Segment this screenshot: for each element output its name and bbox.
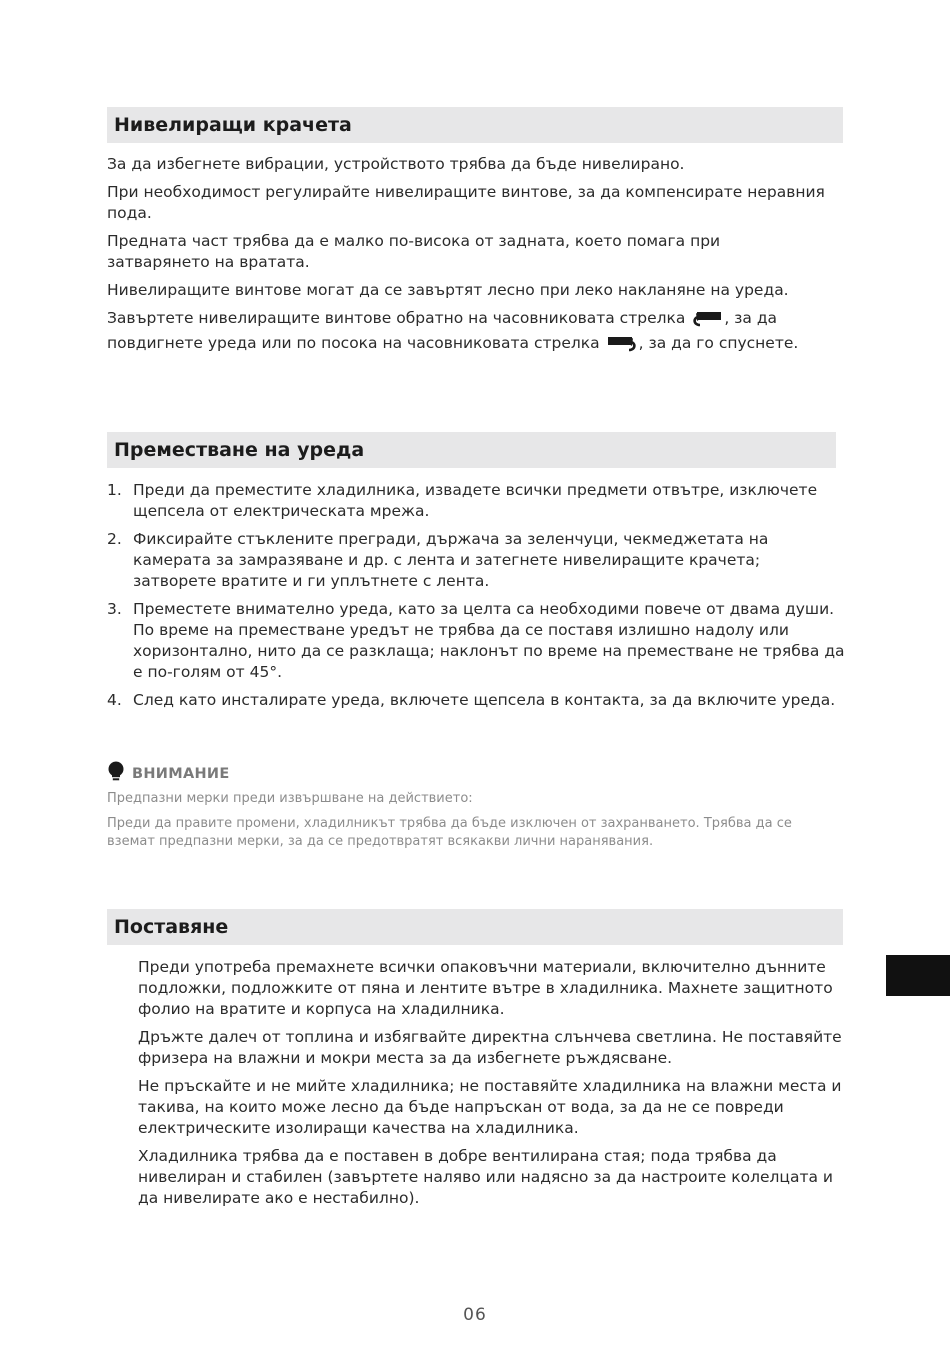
list-item bbox=[107, 599, 847, 683]
paragraph: Дръжте далеч от топлина и избягвайте директна слънчева светлина. Не поставяйте фризера на влажни и мокри места за да избегнете ръждясване. bbox=[138, 1028, 842, 1067]
rotate-text-3: , за да го спуснете. bbox=[638, 334, 799, 352]
step-text: Фиксирайте стъклените прегради, държача за зеленчуци, чекмеджетата на камерата за замразяване и др. с лента и затегнете нивелиращите крачета; затворете вратите и ги уплътнете с лента. bbox=[133, 530, 769, 590]
placement-text bbox=[138, 957, 848, 1216]
step-text: Преди да преместите хладилника, извадете всички предмети отвътре, изключете щепсела от електрическата мрежа. bbox=[133, 481, 818, 520]
paragraph: За да избегнете вибрации, устройството трябва да бъде нивелирано. bbox=[107, 155, 685, 173]
paragraph: Преди употреба премахнете всички опаковъчни материали, включително дънните подложки, подложките от пяна и лентите вътре в хладилника. Махнете защитното фолио на вратите и корпуса на хладилника. bbox=[138, 958, 833, 1018]
section-title-moving: Преместване на уреда bbox=[107, 432, 836, 468]
warning-title: ВНИМАНИЕ bbox=[132, 766, 230, 782]
step-text: Преместете внимателно уреда, като за целта са необходими повече от двама души. По време на преместване уредът не трябва да се поставя излишно надолу или хоризонтално, нито да се разклаща; наклонът по време на преместване не трябва да е по-голям от 45°. bbox=[133, 600, 845, 681]
leveling-text bbox=[107, 154, 827, 365]
list-item bbox=[107, 480, 847, 522]
step-text: След като инсталирате уреда, включете щепсела в контакта, за да включите уреда. bbox=[133, 691, 836, 709]
paragraph: Хладилника трябва да е поставен в добре вентилирана стая; пода трябва да нивелиран и стабилен (завъртете наляво или надясно за да настроите колелцата и да нивелирате ако е нестабилно). bbox=[138, 1147, 833, 1207]
section-title-placement: Поставяне bbox=[107, 909, 843, 945]
lightbulb-icon bbox=[107, 761, 125, 785]
counterclockwise-arrow-icon bbox=[691, 311, 723, 333]
paragraph: Не пръскайте и не мийте хладилника; не поставяйте хладилника на влажни места и такива, на които може лесно да бъде напръскан от вода, за да не се повреди електрическите изолиращи качества на хладилника. bbox=[138, 1077, 842, 1137]
page-number: 06 bbox=[463, 1305, 487, 1325]
step-number: 3. bbox=[107, 600, 122, 618]
list-item bbox=[107, 529, 847, 592]
rotate-text-1: Завъртете нивелиращите винтове обратно на часовниковата стрелка bbox=[107, 309, 686, 327]
warning-details: Преди да правите промени, хладилникът трябва да бъде изключен от захранването. Трябва да се вземат предпазни мерки, за да се предотвратят всякакви лични наранявания. bbox=[107, 816, 792, 849]
step-number: 1. bbox=[107, 481, 122, 499]
warning-heading bbox=[107, 761, 230, 785]
clockwise-arrow-icon bbox=[606, 336, 638, 358]
moving-steps-list bbox=[107, 480, 847, 718]
warning-precautions: Предпазни мерки преди извършване на действието: bbox=[107, 791, 473, 806]
list-item bbox=[107, 690, 847, 711]
rotate-instruction bbox=[107, 308, 827, 358]
rotate-text-2: , за да повдигнете уреда или по посока на часовниковата стрелка bbox=[107, 309, 778, 352]
step-number: 4. bbox=[107, 691, 122, 709]
paragraph: Нивелиращите винтове могат да се завъртят лесно при леко накланяне на уреда. bbox=[107, 281, 789, 299]
paragraph: Предната част трябва да е малко по-висока от задната, което помага при затварянето на вратата. bbox=[107, 232, 721, 271]
paragraph: При необходимост регулирайте нивелиращите винтове, за да компенсирате неравния пода. bbox=[107, 183, 825, 222]
step-number: 2. bbox=[107, 530, 122, 548]
side-tab-marker bbox=[886, 955, 950, 996]
section-title-leveling: Нивелиращи крачета bbox=[107, 107, 843, 143]
